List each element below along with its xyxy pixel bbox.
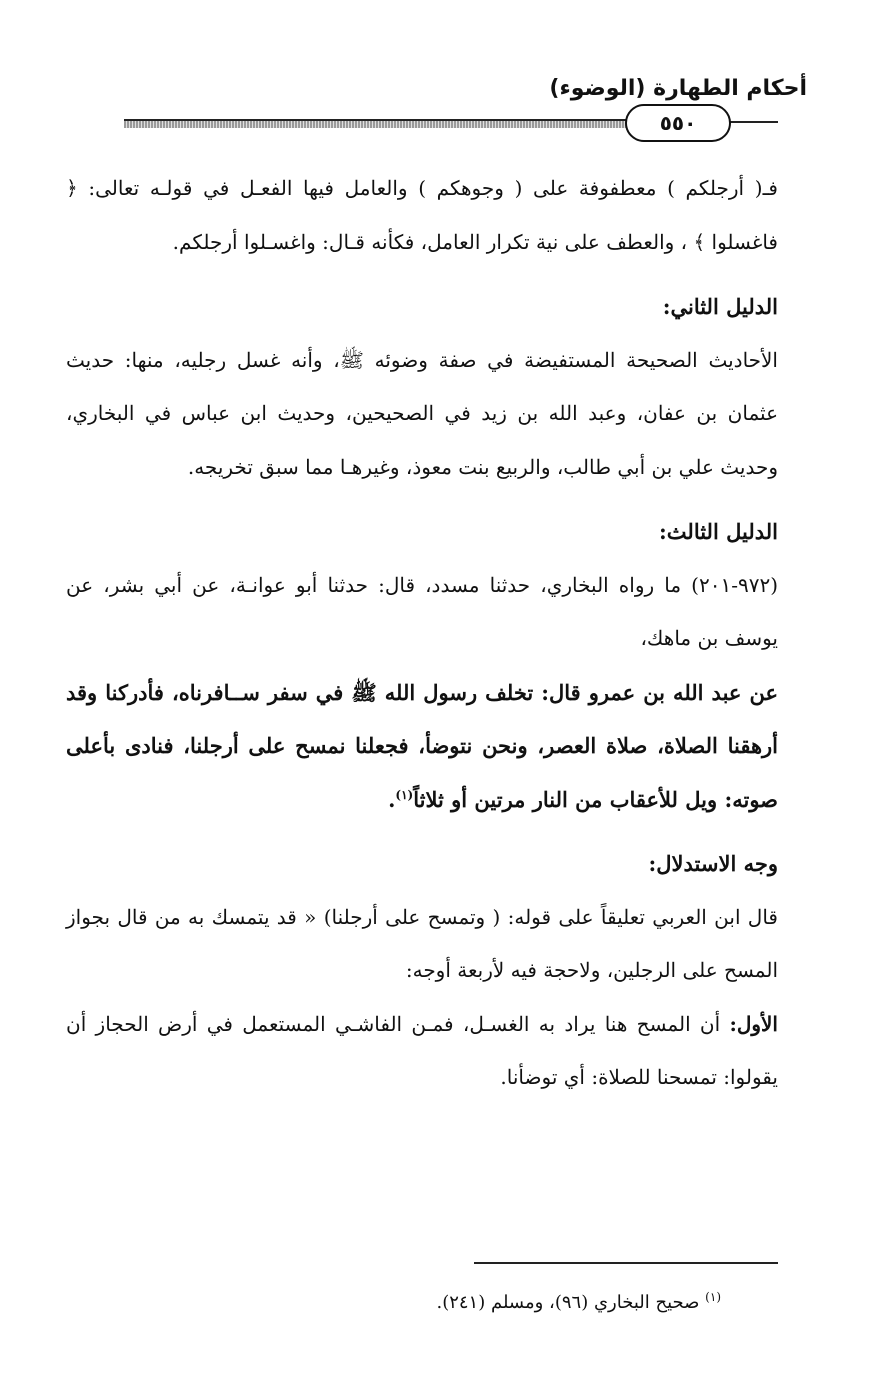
header-rule [124,119,629,128]
heading-inference: وجه الاستدلال: [648,851,778,876]
footnote-marker: (١) [705,1290,721,1304]
book-title: أحكام الطهارة (الوضوء) [549,76,807,101]
heading-third-evidence: الدليل الثالث: [659,519,778,544]
footnote-text: صحيح البخاري (٩٦)، ومسلم (٢٤١). [436,1292,706,1313]
paragraph-2: الأحاديث الصحيحة المستفيضة في صفة وضوئه ﷺ، وأنه غسل رجليه، منها: حديث عثمان بن عفان، وعبد الله بن زيد في الصحيحين، وحديث ابن عباس في البخاري، وحديث علي بن أبي طالب، والربيع بنت معوذ، وغيرهـا مما سبق تخريجه. [66,347,778,479]
paragraph-5-lead: الأول: [729,1011,778,1036]
footnote-1 [436,1292,721,1313]
header-rule-right [728,121,778,123]
hadith-body: عن عبد الله بن عمرو قال: تخلف رسول الله ﷺ في سفر ســافرناه، فأدركنا وقد أرهقنا الصلاة، صلاة العصر، ونحن نتوضأ، فجعلنا نمسح على أرجلنا، فنادى بأعلى صوته: ويل للأعقاب من النار مرتين أو ثلاثاً [66,679,778,812]
footnote-rule [474,1262,778,1264]
paragraph-5-text: أن المسح هنا يراد به الغسـل، فمـن الفاشـي المستعمل في أرض الحجاز أن يقولوا: تمسحنا للصلاة: أي توضأنا. [66,1011,778,1089]
page-number: ٥٥٠ [625,104,731,142]
paragraph-4: قال ابن العربي تعليقاً على قوله: ( وتمسح على أرجلنا) « قد يتمسك به من قال بجواز المسح على الرجلين، ولاحجة فيه لأربعة أوجه: [66,904,778,982]
paragraph-1: فـ( أرجلكم ) معطفوفة على ( وجوهكم ) والعامل فيها الفعـل في قولـه تعالى: ﴿ فاغسلوا ﴾ ، والعطف على نية تكرار العامل، فكأنه قـال: واغسـلوا أرجلكم. [66,176,778,254]
body-text [66,162,778,1105]
hadith-end: . [388,786,396,812]
paragraph-3: (٩٧٢-٢٠١) ما رواه البخاري، حدثنا مسدد، قال: حدثنا أبو عوانـة، عن أبي بشر، عن يوسف بن ماهك، [66,572,778,650]
hadith-text [66,666,778,827]
footnote-ref-1[interactable]: (١) [395,787,414,802]
paragraph-5 [66,998,778,1105]
heading-second-evidence: الدليل الثاني: [662,294,778,319]
